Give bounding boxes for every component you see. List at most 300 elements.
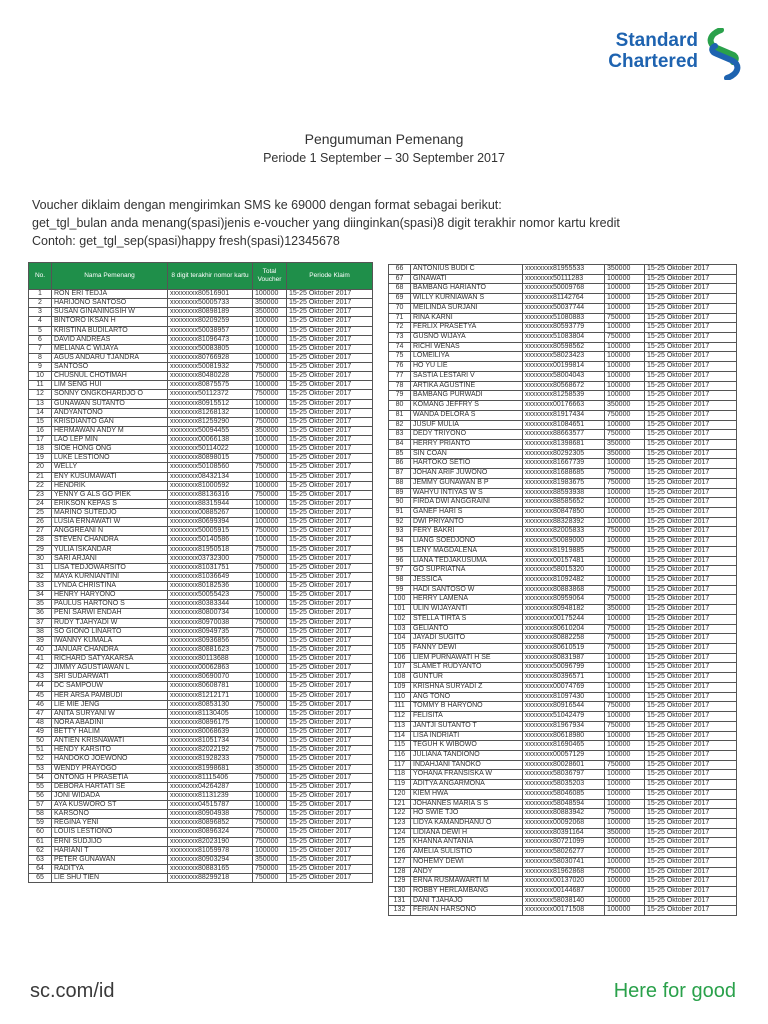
cell-card: xxxxxxxx80904938 <box>168 810 253 819</box>
table-row <box>389 410 737 420</box>
cell-period: 15-25 Oktober 2017 <box>287 874 373 883</box>
cell-voucher: 100000 <box>605 838 645 848</box>
cell-name: JEMMY GUNAWAN B P <box>411 478 523 488</box>
table-row <box>29 682 373 691</box>
table-row <box>29 600 373 609</box>
cell-period: 15-25 Oktober 2017 <box>287 344 373 353</box>
cell-period: 15-25 Oktober 2017 <box>645 459 737 469</box>
cell-card: xxxxxxxx50081932 <box>168 363 253 372</box>
cell-voucher: 100000 <box>253 801 287 810</box>
cell-name: ANTIEN KRISNAWATI <box>52 737 168 746</box>
cell-voucher: 100000 <box>253 536 287 545</box>
cell-voucher: 100000 <box>605 517 645 527</box>
cell-voucher: 750000 <box>605 721 645 731</box>
cell-period: 15-25 Oktober 2017 <box>287 828 373 837</box>
cell-no: 49 <box>29 728 52 737</box>
cell-name: GO SUPRIATNA <box>411 566 523 576</box>
cell-name: SIN COAN <box>411 449 523 459</box>
cell-voucher: 100000 <box>253 600 287 609</box>
cell-name: GUNAWAN SUTANTO <box>52 399 168 408</box>
page-title: Pengumuman Pemenang <box>304 131 464 147</box>
cell-card: xxxxxxxx80568672 <box>523 381 605 391</box>
cell-card: xxxxxxxx50112372 <box>168 390 253 399</box>
cell-card: xxxxxxxx50089000 <box>523 537 605 547</box>
cell-name: HER ARSA PAMBUDI <box>52 691 168 700</box>
cell-no: 106 <box>389 653 411 663</box>
table-row <box>29 636 373 645</box>
cell-voucher: 100000 <box>605 381 645 391</box>
table-row <box>29 381 373 390</box>
cell-period: 15-25 Oktober 2017 <box>645 906 737 916</box>
cell-period: 15-25 Oktober 2017 <box>645 653 737 663</box>
cell-voucher: 100000 <box>605 323 645 333</box>
cell-name: CHUSNUL CHOTIMAH <box>52 372 168 381</box>
cell-period: 15-25 Oktober 2017 <box>645 294 737 304</box>
cell-voucher: 100000 <box>605 799 645 809</box>
cell-period: 15-25 Oktober 2017 <box>645 712 737 722</box>
cell-card: xxxxxxxx80391164 <box>523 828 605 838</box>
cell-voucher: 750000 <box>605 624 645 634</box>
cell-no: 35 <box>29 600 52 609</box>
cell-name: RON ERI TEDJA <box>52 290 168 299</box>
table-header-row <box>29 263 373 290</box>
cell-voucher: 100000 <box>605 459 645 469</box>
table-row <box>389 420 737 430</box>
cell-no: 10 <box>29 372 52 381</box>
cell-name: HENDRIK <box>52 481 168 490</box>
table-row <box>29 390 373 399</box>
cell-no: 65 <box>29 874 52 883</box>
cell-card: xxxxxxxx58035203 <box>523 780 605 790</box>
cell-name: DEBORA HARTATI SE <box>52 782 168 791</box>
cell-card: xxxxxxxx81000592 <box>168 481 253 490</box>
cell-name: AMELIA SULISTIO <box>411 848 523 858</box>
cell-no: 53 <box>29 764 52 773</box>
cell-name: BAMBANG HARIANTO <box>411 284 523 294</box>
cell-period: 15-25 Oktober 2017 <box>287 490 373 499</box>
cell-no: 81 <box>389 410 411 420</box>
cell-voucher: 100000 <box>253 709 287 718</box>
col-header-no: No. <box>29 263 52 290</box>
cell-card: xxxxxxxx80800734 <box>168 609 253 618</box>
cell-voucher: 100000 <box>253 399 287 408</box>
cell-no: 36 <box>29 609 52 618</box>
cell-card: xxxxxxxx80480228 <box>168 372 253 381</box>
table-row <box>29 463 373 472</box>
table-row <box>29 709 373 718</box>
cell-period: 15-25 Oktober 2017 <box>287 837 373 846</box>
cell-voucher: 100000 <box>605 352 645 362</box>
cell-card: xxxxxxxx80898189 <box>168 308 253 317</box>
cell-card: xxxxxxxx81962868 <box>523 867 605 877</box>
cell-name: FANNY DEWI <box>411 644 523 654</box>
cell-card: xxxxxxxx81059978 <box>168 846 253 855</box>
cell-name: SONNY ONGKOHARDJO O <box>52 390 168 399</box>
cell-period: 15-25 Oktober 2017 <box>287 481 373 490</box>
table-row <box>389 294 737 304</box>
cell-voucher: 100000 <box>253 326 287 335</box>
table-row <box>29 317 373 326</box>
cell-voucher: 750000 <box>605 867 645 877</box>
cell-no: 7 <box>29 344 52 353</box>
table-row <box>389 614 737 624</box>
cell-period: 15-25 Oktober 2017 <box>645 624 737 634</box>
cell-voucher: 750000 <box>605 702 645 712</box>
cell-no: 50 <box>29 737 52 746</box>
cell-name: DAVID ANDREAS <box>52 335 168 344</box>
table-row <box>389 867 737 877</box>
cell-period: 15-25 Oktober 2017 <box>645 585 737 595</box>
table-row <box>29 509 373 518</box>
cell-card: xxxxxxxx80896324 <box>168 828 253 837</box>
cell-card: xxxxxxxx81115406 <box>168 773 253 782</box>
cell-card: xxxxxxxx58048594 <box>523 799 605 809</box>
cell-card: xxxxxxxx00074769 <box>523 682 605 692</box>
cell-period: 15-25 Oktober 2017 <box>645 401 737 411</box>
cell-name: JONI WIDADA <box>52 791 168 800</box>
cell-no: 58 <box>29 810 52 819</box>
cell-period: 15-25 Oktober 2017 <box>287 864 373 873</box>
cell-voucher: 100000 <box>605 614 645 624</box>
cell-no: 2 <box>29 299 52 308</box>
cell-voucher: 750000 <box>605 585 645 595</box>
cell-no: 8 <box>29 353 52 362</box>
table-row <box>389 488 737 498</box>
cell-name: MEILINDA SURJANI <box>411 303 523 313</box>
cell-period: 15-25 Oktober 2017 <box>645 265 737 275</box>
cell-voucher: 100000 <box>253 664 287 673</box>
table-row <box>29 572 373 581</box>
cell-no: 43 <box>29 673 52 682</box>
cell-period: 15-25 Oktober 2017 <box>287 582 373 591</box>
cell-period: 15-25 Oktober 2017 <box>287 308 373 317</box>
instruction-line-2: get_tgl_bulan anda menang(spasi)jenis e-voucher yang diinginkan(spasi)8 digit terakhir nomor kartu kredit <box>32 216 620 230</box>
table-row <box>29 755 373 764</box>
table-row <box>389 644 737 654</box>
table-row <box>29 655 373 664</box>
cell-voucher: 100000 <box>253 290 287 299</box>
cell-name: DANI TJAHAJO <box>411 896 523 906</box>
cell-period: 15-25 Oktober 2017 <box>645 780 737 790</box>
table-row <box>29 828 373 837</box>
table-row <box>389 809 737 819</box>
cell-name: ENY KUSUMAWATI <box>52 472 168 481</box>
cell-period: 15-25 Oktober 2017 <box>287 645 373 654</box>
cell-card: xxxxxxxx80970038 <box>168 618 253 627</box>
cell-period: 15-25 Oktober 2017 <box>287 855 373 864</box>
cell-card: xxxxxxxx80882258 <box>523 634 605 644</box>
cell-voucher: 750000 <box>253 563 287 572</box>
table-row <box>389 274 737 284</box>
cell-name: LIANA TEDJAKUSUMA <box>411 556 523 566</box>
table-row <box>389 546 737 556</box>
cell-voucher: 100000 <box>605 896 645 906</box>
table-row <box>29 518 373 527</box>
table-row <box>29 308 373 317</box>
cell-no: 84 <box>389 439 411 449</box>
cell-voucher: 750000 <box>605 410 645 420</box>
cell-period: 15-25 Oktober 2017 <box>287 728 373 737</box>
cell-period: 15-25 Oktober 2017 <box>287 664 373 673</box>
cell-voucher: 100000 <box>605 848 645 858</box>
cell-period: 15-25 Oktober 2017 <box>287 545 373 554</box>
cell-card: xxxxxxxx80618980 <box>523 731 605 741</box>
table-row <box>389 906 737 916</box>
cell-no: 6 <box>29 335 52 344</box>
cell-no: 67 <box>389 274 411 284</box>
cell-no: 5 <box>29 326 52 335</box>
cell-period: 15-25 Oktober 2017 <box>645 741 737 751</box>
cell-period: 15-25 Oktober 2017 <box>645 313 737 323</box>
cell-name: ANDY <box>411 867 523 877</box>
cell-no: 94 <box>389 537 411 547</box>
cell-period: 15-25 Oktober 2017 <box>645 760 737 770</box>
table-row <box>389 731 737 741</box>
cell-no: 131 <box>389 896 411 906</box>
cell-card: xxxxxxxx00062863 <box>168 664 253 673</box>
cell-period: 15-25 Oktober 2017 <box>287 591 373 600</box>
cell-period: 15-25 Oktober 2017 <box>287 627 373 636</box>
cell-period: 15-25 Oktober 2017 <box>287 572 373 581</box>
cell-card: xxxxxxxx50037744 <box>523 303 605 313</box>
cell-name: LIE SHU TIEN <box>52 874 168 883</box>
table-row <box>389 857 737 867</box>
cell-period: 15-25 Oktober 2017 <box>287 399 373 408</box>
table-row <box>389 342 737 352</box>
table-row <box>29 746 373 755</box>
table-row <box>389 896 737 906</box>
cell-period: 15-25 Oktober 2017 <box>645 867 737 877</box>
cell-voucher: 350000 <box>605 605 645 615</box>
cell-period: 15-25 Oktober 2017 <box>645 469 737 479</box>
table-row <box>29 399 373 408</box>
cell-no: 100 <box>389 595 411 605</box>
col-header-card: 8 digit terakhir nomor kartu <box>168 263 253 290</box>
footer-url[interactable]: sc.com/id <box>30 980 115 1002</box>
col-header-name: Nama Pemenang <box>52 263 168 290</box>
cell-card: xxxxxxxx50005733 <box>168 299 253 308</box>
table-row <box>389 430 737 440</box>
cell-card: xxxxxxxx88328392 <box>523 517 605 527</box>
table-row <box>389 469 737 479</box>
cell-name: KIEM HWA <box>411 789 523 799</box>
cell-no: 38 <box>29 627 52 636</box>
cell-voucher: 100000 <box>605 780 645 790</box>
cell-period: 15-25 Oktober 2017 <box>645 644 737 654</box>
cell-card: xxxxxxxx00157481 <box>523 556 605 566</box>
cell-no: 57 <box>29 801 52 810</box>
table-row <box>389 401 737 411</box>
cell-card: xxxxxxxx81967934 <box>523 721 605 731</box>
table-row <box>29 846 373 855</box>
cell-period: 15-25 Oktober 2017 <box>645 614 737 624</box>
cell-voucher: 100000 <box>605 342 645 352</box>
cell-no: 111 <box>389 702 411 712</box>
col-header-period: Periode Klaim <box>287 263 373 290</box>
cell-card: xxxxxxxx80766928 <box>168 353 253 362</box>
cell-no: 119 <box>389 780 411 790</box>
cell-voucher: 100000 <box>605 712 645 722</box>
cell-voucher: 750000 <box>253 591 287 600</box>
cell-voucher: 750000 <box>605 809 645 819</box>
cell-no: 86 <box>389 459 411 469</box>
cell-period: 15-25 Oktober 2017 <box>287 363 373 372</box>
cell-card: xxxxxxxx81130405 <box>168 709 253 718</box>
cell-card: xxxxxxxx80068639 <box>168 728 253 737</box>
table-row <box>389 362 737 372</box>
cell-voucher: 100000 <box>605 498 645 508</box>
cell-period: 15-25 Oktober 2017 <box>287 518 373 527</box>
cell-name: SARI ARJANI <box>52 554 168 563</box>
cell-no: 51 <box>29 746 52 755</box>
cell-period: 15-25 Oktober 2017 <box>645 537 737 547</box>
cell-card: xxxxxxxx50094455 <box>168 426 253 435</box>
cell-voucher: 100000 <box>253 472 287 481</box>
cell-voucher: 750000 <box>253 810 287 819</box>
cell-period: 15-25 Oktober 2017 <box>287 463 373 472</box>
cell-voucher: 100000 <box>605 653 645 663</box>
cell-voucher: 100000 <box>253 846 287 855</box>
cell-name: HARTOKO SETIO <box>411 459 523 469</box>
cell-voucher: 100000 <box>253 582 287 591</box>
cell-card: xxxxxxxx58030741 <box>523 857 605 867</box>
cell-period: 15-25 Oktober 2017 <box>287 600 373 609</box>
cell-period: 15-25 Oktober 2017 <box>645 848 737 858</box>
cell-name: ANITA SURYANI W <box>52 709 168 718</box>
cell-period: 15-25 Oktober 2017 <box>645 682 737 692</box>
cell-period: 15-25 Oktober 2017 <box>287 527 373 536</box>
cell-voucher: 100000 <box>605 663 645 673</box>
cell-no: 79 <box>389 391 411 401</box>
cell-name: BAMBANG PURWADI <box>411 391 523 401</box>
cell-no: 59 <box>29 819 52 828</box>
cell-name: GELIANTO <box>411 624 523 634</box>
cell-no: 21 <box>29 472 52 481</box>
table-row <box>29 527 373 536</box>
cell-no: 28 <box>29 536 52 545</box>
cell-period: 15-25 Oktober 2017 <box>645 702 737 712</box>
cell-voucher: 750000 <box>605 527 645 537</box>
table-row <box>389 682 737 692</box>
cell-no: 87 <box>389 469 411 479</box>
cell-period: 15-25 Oktober 2017 <box>287 655 373 664</box>
table-row <box>389 877 737 887</box>
cell-voucher: 100000 <box>605 673 645 683</box>
cell-name: LIDIANA DEWI H <box>411 828 523 838</box>
cell-name: FERIAN HARSONO <box>411 906 523 916</box>
cell-no: 85 <box>389 449 411 459</box>
table-row <box>389 848 737 858</box>
instructions <box>32 196 742 250</box>
cell-period: 15-25 Oktober 2017 <box>287 618 373 627</box>
cell-no: 128 <box>389 867 411 877</box>
cell-period: 15-25 Oktober 2017 <box>645 391 737 401</box>
cell-card: xxxxxxxx80831987 <box>523 653 605 663</box>
cell-no: 98 <box>389 576 411 586</box>
cell-no: 116 <box>389 750 411 760</box>
cell-voucher: 750000 <box>605 478 645 488</box>
cell-voucher: 100000 <box>605 371 645 381</box>
table-row <box>29 764 373 773</box>
brand-line1: Standard <box>615 30 698 51</box>
cell-card: xxxxxxxx50111283 <box>523 274 605 284</box>
cell-period: 15-25 Oktober 2017 <box>287 801 373 810</box>
cell-card: xxxxxxxx80949735 <box>168 627 253 636</box>
cell-no: 27 <box>29 527 52 536</box>
cell-voucher: 100000 <box>253 609 287 618</box>
cell-card: xxxxxxxx81268132 <box>168 408 253 417</box>
cell-no: 40 <box>29 645 52 654</box>
cell-card: xxxxxxxx00171508 <box>523 906 605 916</box>
cell-name: FELISITA <box>411 712 523 722</box>
cell-name: TEGUH K WIBOWO <box>411 741 523 751</box>
cell-period: 15-25 Oktober 2017 <box>645 284 737 294</box>
period-subtitle: Periode 1 September – 30 September 2017 <box>263 151 505 165</box>
cell-voucher: 750000 <box>253 636 287 645</box>
cell-card: xxxxxxxx80608781 <box>168 682 253 691</box>
cell-voucher: 750000 <box>605 595 645 605</box>
cell-card: xxxxxxxx58036797 <box>523 770 605 780</box>
cell-card: xxxxxxxx80396571 <box>523 673 605 683</box>
cell-card: xxxxxxxx00057129 <box>523 750 605 760</box>
winners-table-right <box>388 264 737 916</box>
cell-name: ERNA RUSMAWARTI M <box>411 877 523 887</box>
cell-card: xxxxxxxx81051734 <box>168 737 253 746</box>
cell-no: 54 <box>29 773 52 782</box>
cell-card: xxxxxxxx88593938 <box>523 488 605 498</box>
cell-name: GUNTUR <box>411 673 523 683</box>
cell-name: SRI SUDARWATI <box>52 673 168 682</box>
cell-voucher: 100000 <box>253 408 287 417</box>
table-row <box>29 472 373 481</box>
cell-no: 32 <box>29 572 52 581</box>
cell-name: DC SAMPOUW <box>52 682 168 691</box>
cell-card: xxxxxxxx00199814 <box>523 362 605 372</box>
cell-no: 103 <box>389 624 411 634</box>
cell-name: LIEM PURNAWATI H SE <box>411 653 523 663</box>
instruction-line-3: Contoh: get_tgl_sep(spasi)happy fresh(spasi)12345678 <box>32 234 340 248</box>
cell-period: 15-25 Oktober 2017 <box>287 700 373 709</box>
cell-card: xxxxxxxx80936856 <box>168 636 253 645</box>
cell-no: 101 <box>389 605 411 615</box>
cell-name: ANDYANTONO <box>52 408 168 417</box>
cell-no: 39 <box>29 636 52 645</box>
table-row <box>29 791 373 800</box>
cell-period: 15-25 Oktober 2017 <box>645 770 737 780</box>
table-row <box>389 624 737 634</box>
cell-name: WAHYU INTIYAS W S <box>411 488 523 498</box>
brand-line2: Chartered <box>608 51 698 72</box>
cell-card: xxxxxxxx80699394 <box>168 518 253 527</box>
cell-card: xxxxxxxx51083804 <box>523 333 605 343</box>
cell-period: 15-25 Oktober 2017 <box>287 782 373 791</box>
cell-period: 15-25 Oktober 2017 <box>645 439 737 449</box>
cell-no: 76 <box>389 362 411 372</box>
cell-period: 15-25 Oktober 2017 <box>645 362 737 372</box>
cell-no: 102 <box>389 614 411 624</box>
cell-voucher: 100000 <box>253 518 287 527</box>
cell-card: xxxxxxxx50108560 <box>168 463 253 472</box>
cell-name: BETTY HALIM <box>52 728 168 737</box>
cell-period: 15-25 Oktober 2017 <box>287 536 373 545</box>
cell-name: NORA ABADINI <box>52 718 168 727</box>
table-row <box>389 653 737 663</box>
cell-name: JANUAR CHANDRA <box>52 645 168 654</box>
cell-card: xxxxxxxx80883868 <box>523 585 605 595</box>
cell-voucher: 100000 <box>253 381 287 390</box>
cell-card: xxxxxxxx80593779 <box>523 323 605 333</box>
cell-period: 15-25 Oktober 2017 <box>287 755 373 764</box>
